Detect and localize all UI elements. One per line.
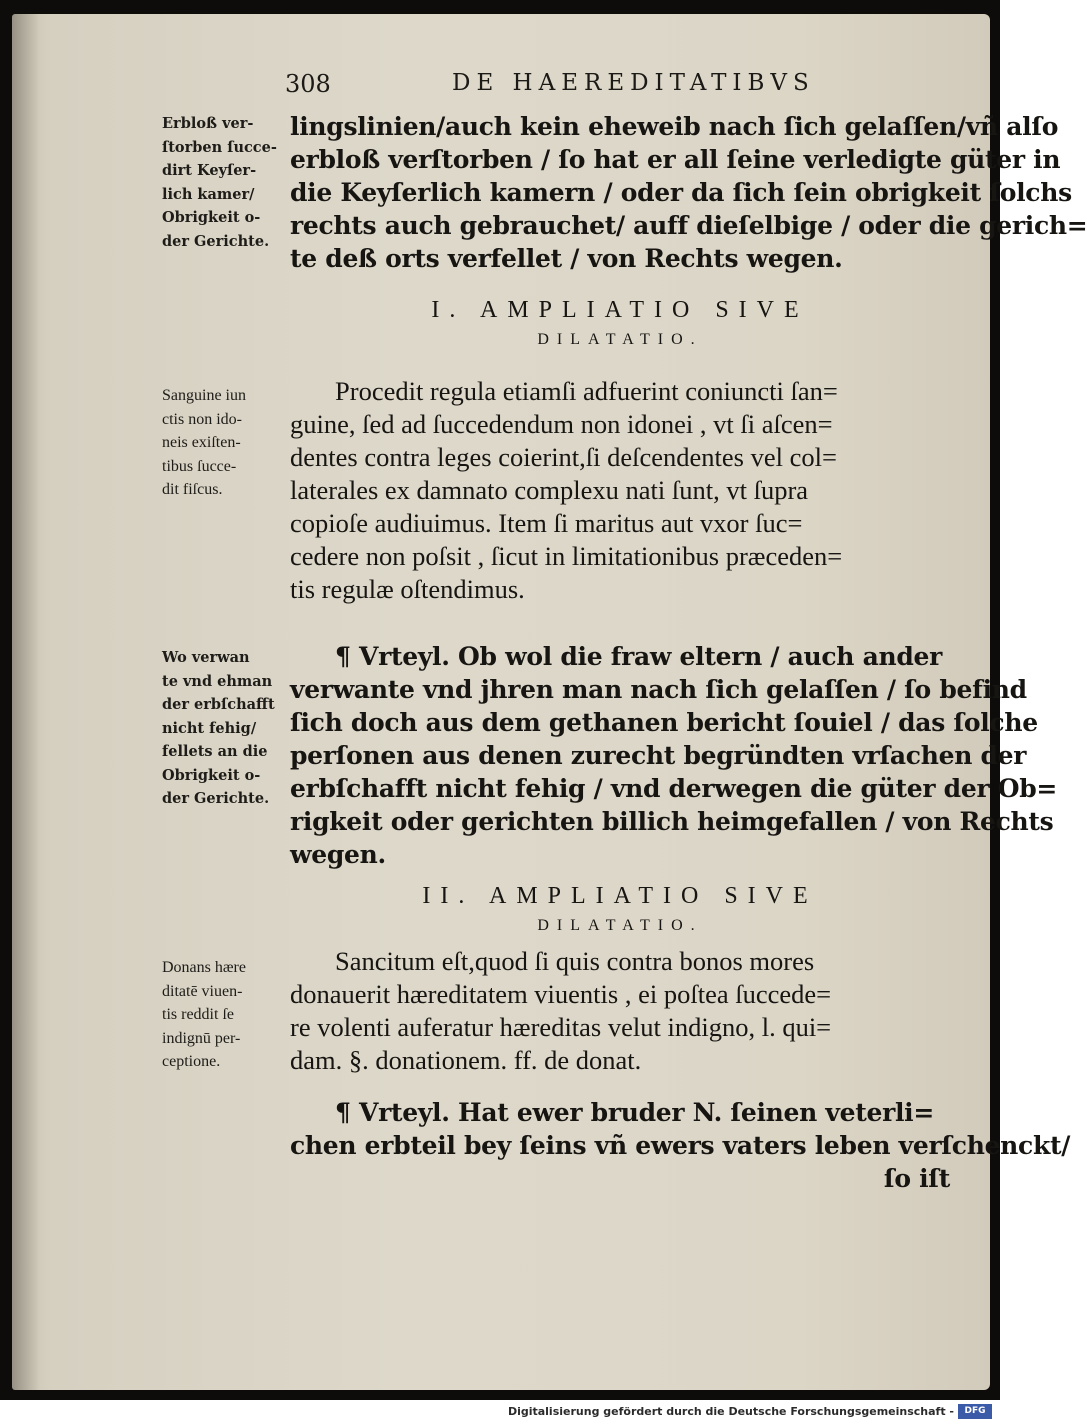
catchword: ſo iſt xyxy=(883,1164,950,1193)
text-line: laterales ex damnato complexu nati ſunt, vt ſupra xyxy=(290,475,809,505)
paragraph-3 xyxy=(290,640,1058,871)
margin-line: der Gerichte. xyxy=(162,790,270,807)
text-line: tis regulæ oſtendimus. xyxy=(290,574,525,604)
text-line: perſonen aus denen zurecht begründten vrſachen der xyxy=(290,741,1027,770)
margin-line: der Gerichte. xyxy=(162,232,270,250)
margin-note-3 xyxy=(162,646,292,811)
paragraph-2 xyxy=(290,375,950,606)
heading-title: II. AMPLIATIO SIVE xyxy=(422,883,818,909)
running-head xyxy=(0,70,1000,110)
funding-credit: Digitalisierung gefördert durch die Deutsche Forschungsgemeinschaft - xyxy=(507,1405,954,1418)
margin-line: neis exiſten- xyxy=(162,434,241,451)
margin-line: tis reddit ſe xyxy=(162,1006,234,1023)
text-line: donauerit hæreditatem viuentis , ei poſtea ſuccede= xyxy=(290,979,832,1009)
margin-note-1 xyxy=(162,112,292,253)
margin-line: Obrigkeit o- xyxy=(162,766,261,784)
margin-line: dirt Keyſer- xyxy=(162,162,257,179)
text-line: re volenti auferatur hæreditas velut indigno, l. qui= xyxy=(290,1012,832,1042)
margin-note-2 xyxy=(162,384,292,502)
margin-line: Sanguine iun xyxy=(162,387,246,404)
heading-subtitle: DILATATIO. xyxy=(537,331,703,348)
text-line: ¶ Vrteyl. Ob wol die fraw eltern / auch ander xyxy=(335,642,943,671)
paragraph-1 xyxy=(290,110,1087,275)
margin-line: Erbloß ver- xyxy=(162,115,254,132)
text-line: erbloß verſtorben / ſo hat er all ſeine verledigte güter in xyxy=(290,145,1061,174)
text-line: dam. §. donationem. ff. de donat. xyxy=(290,1045,642,1075)
margin-line: dit fiſcus. xyxy=(162,481,223,498)
margin-line: ditatē viuen- xyxy=(162,982,243,1000)
text-line: chen erbteil bey ſeins vñ ewers vaters leben verſchenckt/ xyxy=(290,1131,1071,1160)
margin-line: tibus ſucce- xyxy=(162,457,237,475)
paragraph-5 xyxy=(290,1096,1071,1195)
margin-line: indignū per- xyxy=(162,1029,241,1047)
margin-line: Wo verwan xyxy=(162,649,250,666)
text-line: copioſe audiuimus. Item ſi maritus aut vxor ſuc= xyxy=(290,508,803,538)
margin-line: ceptione. xyxy=(162,1053,221,1070)
text-line: lingslinien/auch kein eheweib nach ſich gelaſſen/vñ alſo xyxy=(290,112,1059,141)
heading-title: I. AMPLIATIO SIVE xyxy=(431,297,809,323)
text-line: te deß orts verfellet / von Rechts wegen. xyxy=(290,244,843,273)
text-line: dentes contra leges coierint,ſi deſcendentes vel col= xyxy=(290,442,837,472)
text-line: wegen. xyxy=(290,840,386,869)
page-number: 308 xyxy=(285,70,331,98)
margin-line: Donans hære xyxy=(162,959,246,976)
text-line: ſich doch aus dem gethanen bericht ſouiel / das ſolche xyxy=(290,708,1038,737)
margin-line: der erbſchafft xyxy=(162,696,275,713)
text-line: verwante vnd jhren man nach ſich gelaſſen / ſo befind xyxy=(290,675,1027,704)
margin-line: Obrigkeit o- xyxy=(162,209,261,226)
text-line: rigkeit oder gerichten billich heimgefallen / von Rechts xyxy=(290,807,1054,836)
text-line: guine, ſed ad ſuccedendum non idonei , vt ſi aſcen= xyxy=(290,409,833,439)
text-line: Sancitum eſt,quod ſi quis contra bonos mores xyxy=(335,946,815,976)
text-line: die Keyſerlich kamern / oder da ſich ſein obrigkeit ſolchs xyxy=(290,178,1072,207)
text-line: Procedit regula etiamſi adfuerint coniuncti ſan= xyxy=(335,376,838,406)
text-line: erbſchafft nicht fehig / vnd derwegen die güter der Ob= xyxy=(290,774,1058,803)
margin-note-4 xyxy=(162,956,292,1074)
footer-bar xyxy=(0,1400,1000,1424)
margin-line: fellets an die xyxy=(162,743,268,760)
heading-ampliatio-1 xyxy=(290,293,950,353)
text-line: ¶ Vrteyl. Hat ewer bruder N. ſeinen veterli= xyxy=(335,1098,935,1127)
dfg-logo-icon: DFG xyxy=(958,1404,992,1419)
text-line: rechts auch gebrauchet/ auff dieſelbige / oder die gerich= xyxy=(290,211,1087,240)
text-line: cedere non poſsit , ſicut in limitationibus præceden= xyxy=(290,541,843,571)
paragraph-4 xyxy=(290,945,950,1077)
margin-line: ſtorben ſucce- xyxy=(162,138,277,156)
margin-line: nicht fehig/ xyxy=(162,719,257,737)
margin-line: te vnd ehman xyxy=(162,672,273,690)
margin-line: lich kamer/ xyxy=(162,185,255,203)
running-title: DE HAEREDITATIBVS xyxy=(452,70,815,96)
margin-line: ctis non ido- xyxy=(162,410,242,428)
heading-subtitle: DILATATIO. xyxy=(537,917,703,934)
heading-ampliatio-2 xyxy=(290,879,950,939)
